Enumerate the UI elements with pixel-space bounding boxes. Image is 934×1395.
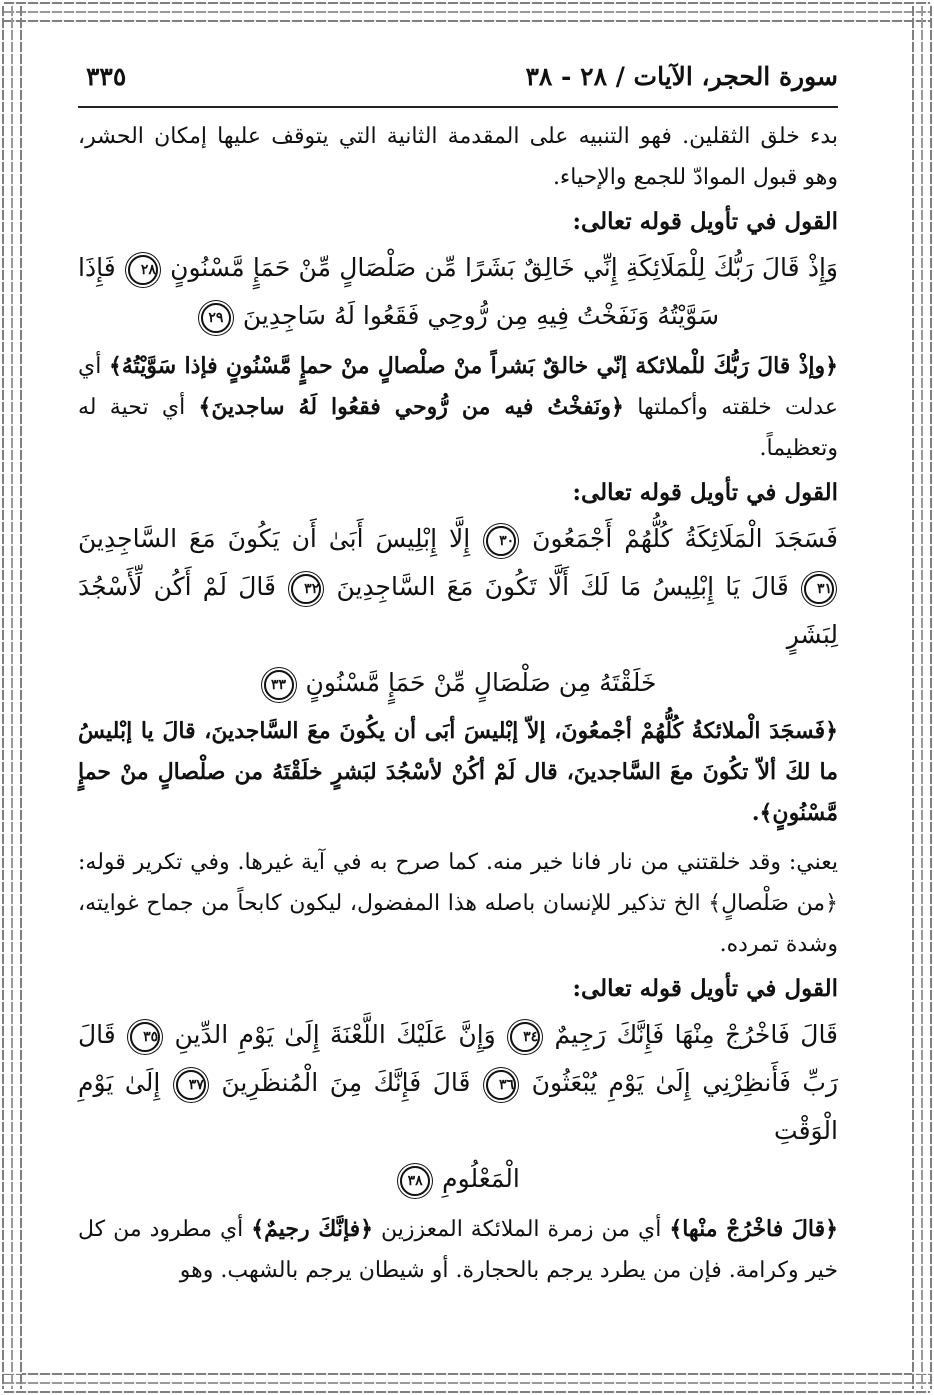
decorative-border-right: [912, 6, 932, 1389]
verse-text: خَلَقْتَهُ مِن صَلْصَالٍ مِّنْ حَمَإٍ مَّسْنُونٍ: [305, 668, 657, 697]
section-heading-3: القول في تأويل قوله تعالى:: [572, 975, 838, 1002]
verse-block-3-line-1: [78, 1011, 838, 1059]
verse-block-3-line-2: [78, 1059, 838, 1155]
section-heading-2: القول في تأويل قوله تعالى:: [572, 479, 838, 506]
ayah-number-marker: ٣٦: [486, 1070, 516, 1100]
ayah-number-marker: ٢٩: [201, 303, 231, 333]
quoted-verse: ﴿فإنَّكَ رجيمٌ﴾: [251, 1216, 374, 1242]
verse-text: فَإِذَا: [78, 253, 116, 282]
commentary-text: أي مطرود من كل خير وكرامة. فإن من يطرد يرجم بالحجارة. أو شيطان يرجم بالشهب. وهو: [78, 1217, 838, 1283]
book-page: [78, 58, 838, 1348]
decorative-border-bottom: [4, 1373, 930, 1393]
chapter-title: سورة الحجر، الآيات / ٢٨ - ٣٨: [525, 62, 838, 91]
verse-block-1-line-1: [78, 244, 838, 292]
verse-text: قَالَ فَاخْرُجْ مِنْهَا فَإِنَّكَ رَجِيمٌ: [554, 1020, 839, 1049]
commentary-text: أي عدلت خلقته وأكملتها: [78, 354, 838, 420]
paragraph-1: بدء خلق الثقلين. فهو التنبيه على المقدمة الثانية التي يتوقف عليها إمكان الحشر، وهو قبول الموادّ للجمع والإحياء.: [78, 124, 838, 190]
verse-block-3-line-3: [78, 1155, 838, 1203]
ayah-number-marker: ٣٢: [291, 574, 321, 604]
verse-text: قَالَ فَإِنَّكَ مِنَ الْمُنظَرِينَ: [221, 1068, 471, 1097]
ayah-number-marker: ٣٥: [130, 1022, 160, 1052]
commentary-text: أي تحية له وتعظيماً.: [78, 395, 838, 461]
verse-block-2-line-3: [78, 659, 838, 707]
verse-text: قَالَ: [78, 1020, 116, 1049]
verse-block-2-line-2: [78, 563, 838, 659]
ayah-number-marker: ٣٠: [486, 526, 516, 556]
ayah-number-marker: ٣٨: [400, 1166, 430, 1196]
quoted-verse: ﴿وإذْ قالَ رَبُّكَ للْملائكة إنّي خالقٌ بَشراً منْ صلْصالٍ منْ حمإٍ مَّسْنُونٍ فإذا سَوَّيْتُهُ﴾: [108, 353, 838, 379]
verse-text: إِلَىٰ يَوْمِ الْوَقْتِ: [78, 1068, 838, 1145]
page-number: ٣٣٥: [86, 62, 127, 91]
commentary-text: أي من زمرة الملائكة المعززين: [381, 1217, 662, 1242]
paragraph-3: ﴿فَسجَدَ الْملائكةُ كُلُّهُمْ أجْمعُونَ، إلاّ إبْليسَ أبَى أن يكُونَ معَ السَّاجدينَ، قالَ يا إبْليسُ ما لكَ ألاّ تكُونَ معَ السَّاجدينَ، قال لَمْ أكُنْ لأسْجُدَ لبَشرٍ خلَقْتَهُ من صلْصالٍ منْ حمإٍ مَّسْنُونٍ﴾.: [78, 718, 838, 826]
paragraph-5: [78, 1209, 838, 1291]
verse-text: سَوَّيْتُهُ وَنَفَخْتُ فِيهِ مِن رُّوحِي فَقَعُوا لَهُ سَاجِدِينَ: [242, 301, 720, 330]
verse-text: الْمَعْلُومِ: [442, 1164, 520, 1193]
section-heading-1: القول في تأويل قوله تعالى:: [572, 208, 838, 235]
verse-text: إِلَّا إِبْلِيسَ أَبَىٰ أَن يَكُونَ مَعَ السَّاجِدِينَ: [78, 524, 471, 553]
paragraph-4: يعني: وقد خلقتني من نار فانا خير منه. كما صرح به في آية غيرها. وفي تكرير قوله: ﴿من صَلْصالٍ﴾ الخ تذكير للإنسان باصله هذا المفضول، ليكون كابحاً من جماح غوايته، وشدة تمرده.: [78, 850, 838, 957]
paragraph-2: [78, 346, 838, 469]
verse-text: قَالَ لَمْ أَكُن لِّأَسْجُدَ لِبَشَرٍ: [78, 572, 838, 649]
page-header: [78, 58, 838, 108]
ayah-number-marker: ٣٧: [176, 1070, 206, 1100]
verse-text: قَالَ يَا إِبْلِيسُ مَا لَكَ أَلَّا تَكُونَ مَعَ السَّاجِدِينَ: [336, 572, 789, 601]
decorative-border-top: [4, 2, 930, 22]
ayah-number-marker: ٢٨: [128, 255, 158, 285]
verse-text: وَإِذْ قَالَ رَبُّكَ لِلْمَلَائِكَةِ إِنِّي خَالِقٌ بَشَرًا مِّن صَلْصَالٍ مِّنْ حَمَإٍ مَّسْنُونٍ: [170, 253, 838, 282]
ayah-number-marker: ٣١: [804, 574, 834, 604]
ayah-number-marker: ٣٤: [510, 1022, 540, 1052]
quoted-verse: ﴿قالَ فاخْرُجْ منْها﴾: [669, 1216, 839, 1242]
quoted-verse: ﴿ونَفخْتُ فيه من رُّوحي فقعُوا لَهُ ساجدينَ﴾: [198, 394, 624, 420]
decorative-border-left: [2, 6, 22, 1389]
verse-block-1-line-2: [78, 292, 838, 340]
ayah-number-marker: ٣٣: [264, 670, 294, 700]
verse-text: رَبِّ فَأَنظِرْنِي إِلَىٰ يَوْمِ يُبْعَثُونَ: [531, 1068, 839, 1097]
verse-text: فَسَجَدَ الْمَلَائِكَةُ كُلُّهُمْ أَجْمَعُونَ: [532, 524, 839, 553]
verse-text: وَإِنَّ عَلَيْكَ اللَّعْنَةَ إِلَىٰ يَوْمِ الدِّينِ: [174, 1020, 496, 1049]
verse-block-2-line-1: [78, 515, 838, 563]
